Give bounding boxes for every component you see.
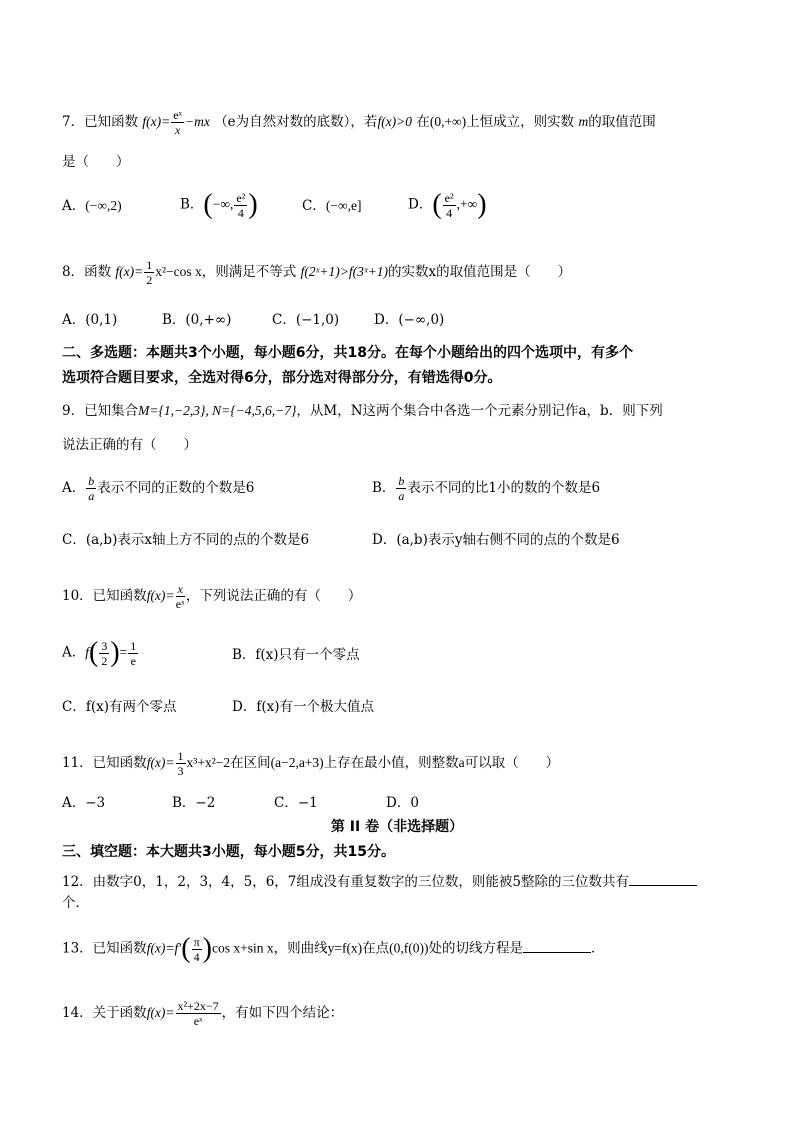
q7-tail: −mx (185, 114, 210, 129)
q7-condition: f(x)>0 (377, 114, 413, 129)
q7-option-b: B．(−∞, $\frac{\text{e²}}{4}$ ) (180, 189, 258, 220)
q8-option-c: C．(−1,0) (272, 312, 340, 328)
q7-var: m (578, 114, 589, 129)
q13-answer-blank[interactable] (523, 936, 591, 953)
q7-end: 上恒成立，则实数 (466, 114, 575, 130)
q10-option-d: D．f(x)有一个极大值点 (232, 699, 374, 715)
q11-option-a: A．−3 (62, 795, 106, 811)
q9-option-d: D．(a,b)表示y轴右侧不同的点的个数是6 (372, 532, 620, 548)
section2-heading-line1: 二、多选题：本题共3个小题，每小题6分，共18分。在每个小题给出的四个选项中，有多个 (62, 345, 633, 361)
q14-stem: 14．关于函数f(x)= $\frac{\text{x²+2x−7}}{\text{eˣ}}$ ，有如下四个结论： (62, 999, 344, 1028)
q10-stem: 10．已知函数f(x)= $\frac{x}{\text{eˣ}}$ ，下列说法正确的有（ ） (62, 582, 362, 611)
q10-option-c: C．f(x)有两个零点 (62, 699, 177, 715)
q9-option-b: B． $\frac{b}{a}$ 表示不同的比1小的数的个数是6 (372, 474, 601, 503)
q12-line2: 个． (62, 895, 89, 911)
q9-stem: 9．已知集合M={1,−2,3}, N={−4,5,6,−7}，从M，N这两个集合中各选一个元素分别记作a，b．则下列 (62, 403, 663, 419)
q10-option-a: A．f( $\frac{3}{2}$ )= $\frac{1}{e}$ (62, 637, 137, 668)
q7-fraction: $\frac{\text{eˣ}}{x}$ (173, 108, 183, 137)
q11-option-c: C．−1 (274, 795, 318, 811)
q11-option-b: B．−2 (172, 795, 216, 811)
q7-mid: 在 (416, 114, 430, 130)
q10-option-b: B．f(x)只有一个零点 (232, 647, 360, 663)
section2-heading-line2: 选项符合题目要求，全选对得6分，部分选对得部分分，有错选得0分。 (62, 370, 502, 386)
q7-fx: f(x)= (142, 114, 171, 129)
q7-number: 7． (62, 114, 85, 130)
q9-option-a: A． $\frac{b}{a}$ 表示不同的正数的个数是6 (62, 474, 255, 503)
q7-note: （e为自然对数的底数），若 (214, 114, 378, 130)
q12-stem: 12．由数字0，1，2，3，4，5，6，7组成没有重复数字的三位数，则能被5整除的三位数共有 (62, 869, 697, 892)
q9-line2: 说法正确的有（ ） (62, 437, 197, 453)
q7-text: 已知函数 (84, 114, 139, 130)
q12-answer-blank[interactable] (629, 869, 697, 886)
q11-stem: 11．已知函数f(x)= $\frac{1}{3}$ x³+x²−2在区间(a−2,a+3)上存在最小值，则整数a可以取（ ） (62, 749, 560, 778)
q7-option-c: C．(−∞,e] (302, 198, 362, 214)
q13-stem: 13．已知函数f(x)=f′( $\frac{\pi}{4}$ )cos x+sin x，则曲线y=f(x)在点(0,f(0))处的切线方程是 ． (62, 933, 605, 964)
part2-title: 第 II 卷（非选择题） (330, 819, 464, 835)
q8-option-a: A．(0,1) (62, 312, 118, 328)
section3-heading: 三、填空题：本大题共3小题，每小题5分，共15分。 (62, 844, 395, 860)
q11-option-d: D．0 (386, 795, 419, 811)
q8-inequality: f(2ˣ+1)>f(3ˣ+1) (300, 264, 389, 279)
q7-interval: (0,+∞) (429, 114, 467, 129)
q9-option-c: C．(a,b)表示x轴上方不同的点的个数是6 (62, 532, 310, 548)
q7-end2: 的取值范围 (588, 114, 656, 130)
q8-option-b: B．(0,+∞) (162, 312, 232, 328)
q8-option-d: D．(−∞,0) (374, 312, 445, 328)
q7-option-a: A．(−∞,2) (62, 198, 122, 214)
q7-stem (62, 108, 656, 137)
q8-stem: 8．函数 f(x)= $\frac{1}{2}$ x²−cos x，则满足不等式 f(2ˣ+1)>f(3ˣ+1)的实数x的取值范围是（ ） (62, 258, 572, 287)
q7-line2: 是（ ） (62, 154, 130, 170)
q9-sets: M={1,−2,3}, N={−4,5,6,−7} (138, 403, 297, 418)
q7-option-d: D．( $\frac{\text{e²}}{4}$ ,+∞) (408, 189, 487, 220)
